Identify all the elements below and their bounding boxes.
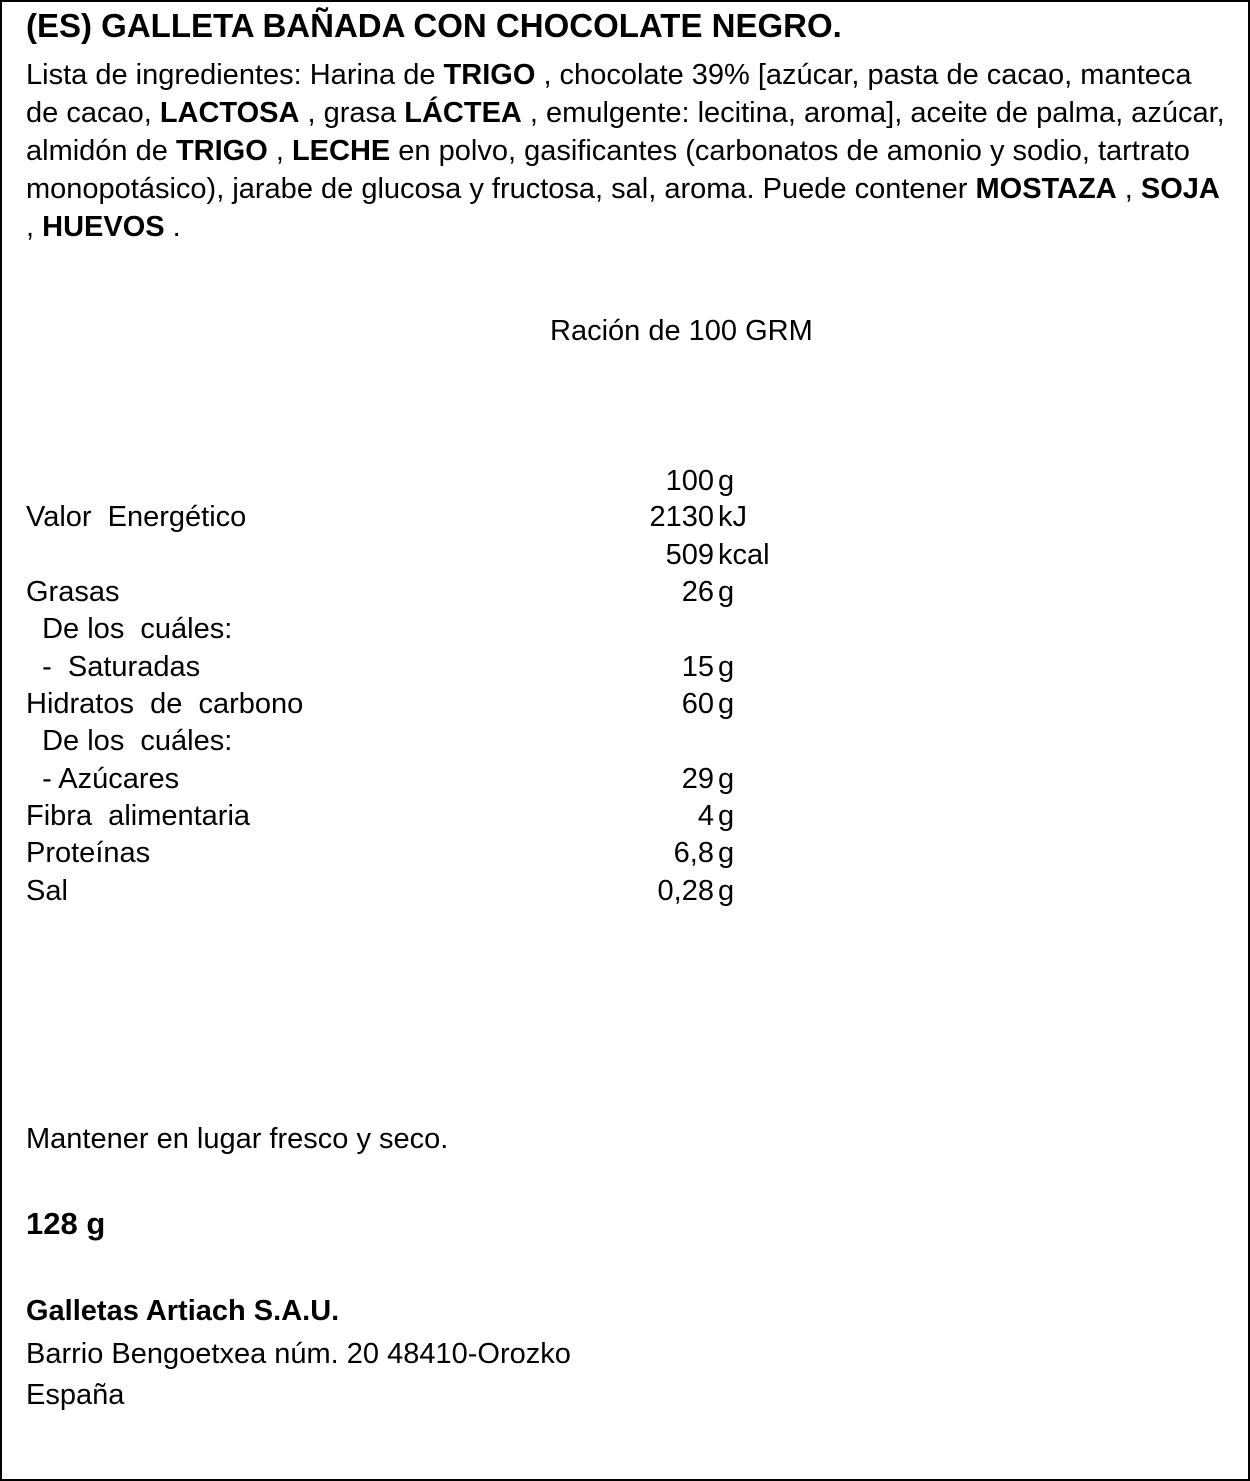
nutrition-row (2, 648, 1248, 686)
nutrient-value: 15 (681, 651, 714, 683)
nutrition-header (2, 462, 1248, 500)
nutrient-label: Proteínas (26, 837, 151, 869)
ingredients-text: , (1116, 173, 1141, 205)
ingredients-text: Lista de ingredientes: Harina de (26, 59, 444, 91)
allergen: SOJA (1140, 173, 1220, 205)
ingredients-text: , chocolate 39% [azúcar, pasta de cacao, manteca de cacao, (26, 59, 1192, 129)
nutrient-unit: g (718, 651, 735, 683)
storage-instructions: Mantener en lugar fresco y seco. (26, 1123, 449, 1155)
nutrition-row (2, 722, 1248, 760)
nutrient-value: 29 (681, 763, 714, 795)
product-title: (ES) GALLETA BAÑADA CON CHOCOLATE NEGRO. (26, 7, 842, 44)
nutrition-header-value: 100 (665, 465, 714, 497)
company-name: Galletas Artiach S.A.U. (26, 1295, 340, 1327)
allergen: LECHE (291, 135, 391, 167)
nutrient-unit: g (718, 763, 735, 795)
nutrient-value: 6,8 (673, 837, 714, 869)
net-weight: 128 g (26, 1206, 106, 1241)
nutrient-label: Fibra alimentaria (26, 800, 251, 832)
nutrient-value: 4 (697, 800, 714, 832)
nutrient-label: Valor Energético (26, 501, 247, 533)
nutrition-row (2, 498, 1248, 536)
nutrient-label: De los cuáles: (26, 613, 233, 645)
nutrient-unit: g (718, 837, 735, 869)
nutrient-label: - Saturadas (26, 651, 201, 683)
nutrient-label: Sal (26, 875, 68, 907)
nutrition-row (2, 834, 1248, 872)
nutrition-row (2, 536, 1248, 574)
ingredients-text: en polvo, gasificantes (carbonatos de amonio y sodio, tartrato monopotásico), jarabe de glucosa y fructosa, sal, aroma. Puede contener (26, 135, 1190, 205)
nutrient-unit: g (718, 688, 735, 720)
ingredients-list (26, 56, 1226, 246)
nutrient-label: Grasas (26, 576, 120, 608)
nutrient-label: Hidratos de carbono (26, 688, 304, 720)
nutrient-value: 60 (681, 688, 714, 720)
company-address: Barrio Bengoetxea núm. 20 48410-Orozko (26, 1338, 571, 1370)
company-country: España (26, 1379, 125, 1411)
nutrient-value: 2130 (649, 501, 714, 533)
nutrient-unit: g (718, 800, 735, 832)
allergen: TRIGO (175, 135, 268, 167)
nutrient-value: 509 (665, 539, 714, 571)
nutrient-value: 26 (681, 576, 714, 608)
ingredients-text: , grasa (299, 97, 405, 129)
nutrient-value: 0,28 (657, 875, 714, 907)
nutrient-unit: kcal (718, 539, 770, 571)
nutrition-row (2, 610, 1248, 648)
serving-size: Ración de 100 GRM (550, 315, 813, 347)
allergen: HUEVOS (42, 211, 165, 243)
nutrient-unit: g (718, 576, 735, 608)
nutrient-unit: g (718, 875, 735, 907)
allergen: LÁCTEA (404, 97, 522, 129)
nutrition-header-unit: g (718, 465, 735, 497)
nutrient-label: - Azúcares (26, 763, 180, 795)
ingredients-text: , emulgente: lecitina, aroma], aceite de palma, azúcar, almidón de (26, 97, 1225, 167)
nutrition-row (2, 573, 1248, 611)
nutrition-row (2, 797, 1248, 835)
nutrition-row (2, 760, 1248, 798)
nutrition-row (2, 685, 1248, 723)
ingredients-text: . (164, 211, 181, 243)
allergen: MOSTAZA (975, 173, 1117, 205)
ingredients-text: , (267, 135, 292, 167)
nutrient-unit: kJ (718, 501, 747, 533)
ingredients-text: , (26, 211, 43, 243)
nutrition-row (2, 872, 1248, 910)
nutrient-label: De los cuáles: (26, 725, 233, 757)
allergen: LACTOSA (159, 97, 300, 129)
allergen: TRIGO (443, 59, 536, 91)
